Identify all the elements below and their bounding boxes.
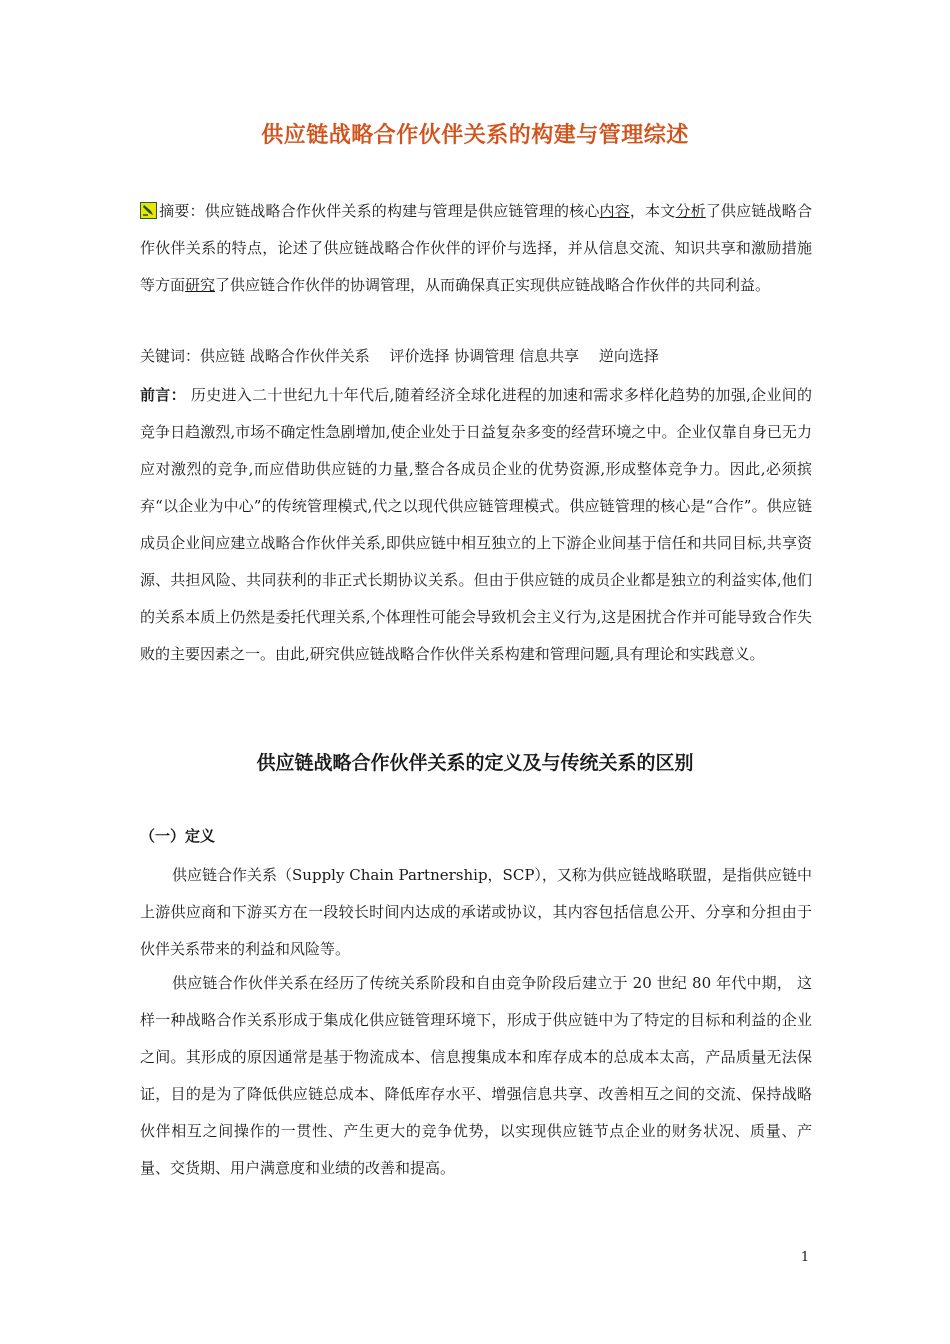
subsection-heading: （一）定义 xyxy=(140,827,216,845)
preface-text: 历史进入二十世纪九十年代后,随着经济全球化进程的加速和需求多样化趋势的加强,企业间的竞争日趋激烈,市场不确定性急剧增加,使企业处于日益复杂多变的经营环境之中。企业仅靠自身已无力应对激烈的竞争,而应借助供应链的力量,整合各成员企业的优势资源,形成整体竞争力。因此,必须摈弃“以企业为中心”的传统管理模式,代之以现代供应链管理模式。供应链管理的核心是“合作”。供应链成员企业间应建立战略合作伙伴关系,即供应链中相互独立的上下游企业间基于信任和共同目标,共享资源、共担风险、共同获利的非正式长期协议关系。但由于供应链的成员企业都是独立的利益实体,他们的关系本质上仍然是委托代理关系,个体理性可能会导致机会主义行为,这是困扰合作并可能导致合作失败的主要因素之一。由此,研究供应链战略合作伙伴关系构建和管理问题,具有理论和实践意义。 xyxy=(140,386,812,663)
preface-label: 前言： xyxy=(140,386,186,404)
definition-paragraph-2: 供应链合作伙伴关系在经历了传统关系阶段和自由竞争阶段后建立于 20 世纪 80 年代中期， 这样一种战略合作关系形成于集成化供应链管理环境下，形成于供应链中为了特定的目标和利益的企业之间。其形成的原因通常是基于物流成本、信息搜集成本和库存成本的总成本太高，产品质量无法保证，目的是为了降低供应链总成本、降低库存水平、增强信息共享、改善相互之间的交流、保持战略伙伴相互之间操作的一贯性、产生更大的竞争优势，以实现供应链节点企业的财务状况、质量、产量、交货期、用户满意度和业绩的改善和提高。 xyxy=(140,974,812,1177)
abstract-text-2: ，本文 xyxy=(629,202,676,220)
link-content[interactable]: 内容 xyxy=(599,202,630,220)
page-number: 1 xyxy=(800,1250,810,1265)
link-analysis[interactable]: 分析 xyxy=(675,202,706,220)
abstract-label: 摘要： xyxy=(159,202,205,220)
abstract-paragraph xyxy=(140,193,812,304)
link-research[interactable]: 研究 xyxy=(185,276,216,294)
abstract-text-4: 了供应链合作伙伴的协调管理，从而确保真正实现供应链战略合作伙伴的共同利益。 xyxy=(215,276,771,294)
keywords-line: 关键词：供应链 战略合作伙伴关系 评价选择 协调管理 信息共享 逆向选择 xyxy=(140,347,659,365)
section-heading: 供应链战略合作伙伴关系的定义及与传统关系的区别 xyxy=(256,752,694,774)
document-title: 供应链战略合作伙伴关系的构建与管理综述 xyxy=(261,122,689,148)
definition-paragraph-1: 供应链合作关系（Supply Chain Partnership，SCP），又称为供应链战略联盟，是指供应链中上游供应商和下游买方在一段较长时间内达成的承诺或协议，其内容包括信息公开、分享和分担由于伙伴关系带来的利益和风险等。 xyxy=(140,866,812,958)
abstract-text-1: 供应链战略合作伙伴关系的构建与管理是供应链管理的核心 xyxy=(204,202,600,220)
abstract-text-3: 了供应链战略合作伙伴关系的特点，论述了供应链战略合作伙伴的评价与选择，并从信息交流、知识共享和激励措施等方面 xyxy=(140,202,812,294)
pencil-note-icon xyxy=(140,196,157,213)
preface-paragraph xyxy=(140,377,812,673)
